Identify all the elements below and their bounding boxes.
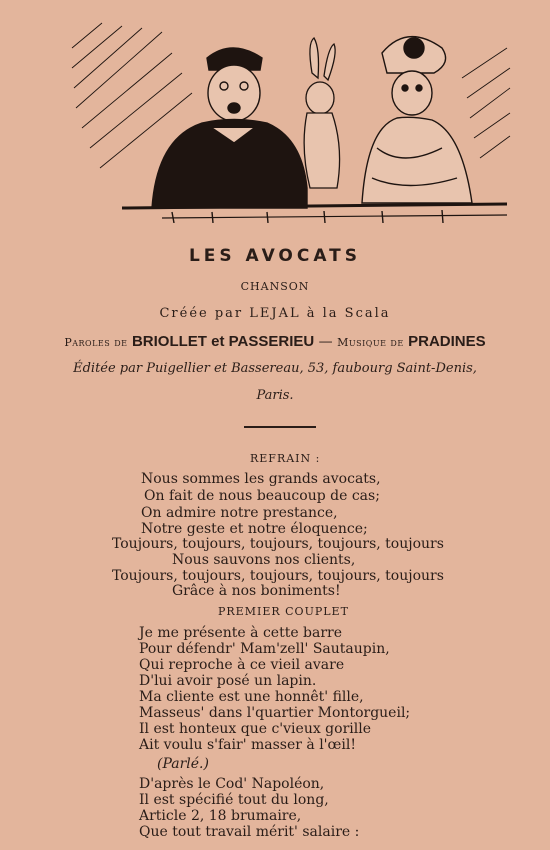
paroles-label: Paroles de xyxy=(64,336,128,349)
refrain-line: Nous sommes les grands avocats, xyxy=(141,471,381,487)
courtroom-illustration xyxy=(62,18,512,223)
refrain-line: Notre geste et notre éloquence; xyxy=(141,521,368,537)
parle-line: Il est spécifié tout du long, xyxy=(139,792,329,808)
song-genre: CHANSON xyxy=(240,280,310,293)
couplet-line: Masseus' dans l'quartier Montorgueil; xyxy=(139,705,411,721)
couplet-line: Pour défendr' Mam'zell' Sautaupin, xyxy=(139,641,390,657)
couplet-line: Ait voulu s'fair' masser à l'œil! xyxy=(139,737,356,753)
parle-note: (Parlé.) xyxy=(157,756,209,772)
refrain-line: On fait de nous beaucoup de cas; xyxy=(144,488,380,504)
refrain-line: On admire notre prestance, xyxy=(141,505,338,521)
credits-dash: — xyxy=(318,334,333,350)
lyricists: BRIOLLET et PASSERIEU xyxy=(131,333,315,350)
premiere-credit: Créée par LEJAL à la Scala xyxy=(159,306,391,321)
section-divider xyxy=(244,426,316,428)
publisher-line: Éditée par Puigellier et Bassereau, 53, faubourg Saint-Denis, xyxy=(73,361,477,376)
refrain-heading: REFRAIN : xyxy=(250,452,321,465)
couplet-line: Je me présente à cette barre xyxy=(139,625,343,641)
parle-line: Que tout travail mérit' salaire : xyxy=(139,824,360,840)
couplet-line: D'lui avoir posé un lapin. xyxy=(139,673,317,689)
refrain-line: Grâce à nos boniments! xyxy=(172,583,341,599)
couplet-line: Qui reproche à ce vieil avare xyxy=(139,657,345,673)
couplet-line: Ma cliente est une honnêt' fille, xyxy=(139,689,364,705)
refrain-line: Toujours, toujours, toujours, toujours, toujours xyxy=(112,536,444,552)
parle-line: Article 2, 18 brumaire, xyxy=(139,808,302,824)
composer: PRADINES xyxy=(408,333,486,350)
author-credits xyxy=(0,333,550,350)
song-title: LES AVOCATS xyxy=(188,246,362,266)
couplet-line: Il est honteux que c'vieux gorille xyxy=(139,721,371,737)
musique-label: Musique de xyxy=(337,336,404,349)
publisher-city: Paris. xyxy=(256,388,294,403)
refrain-line: Toujours, toujours, toujours, toujours, toujours xyxy=(112,568,444,584)
parle-line: D'après le Cod' Napoléon, xyxy=(139,776,325,792)
refrain-line: Nous sauvons nos clients, xyxy=(172,552,356,568)
couplet-heading: PREMIER COUPLET xyxy=(218,605,349,618)
